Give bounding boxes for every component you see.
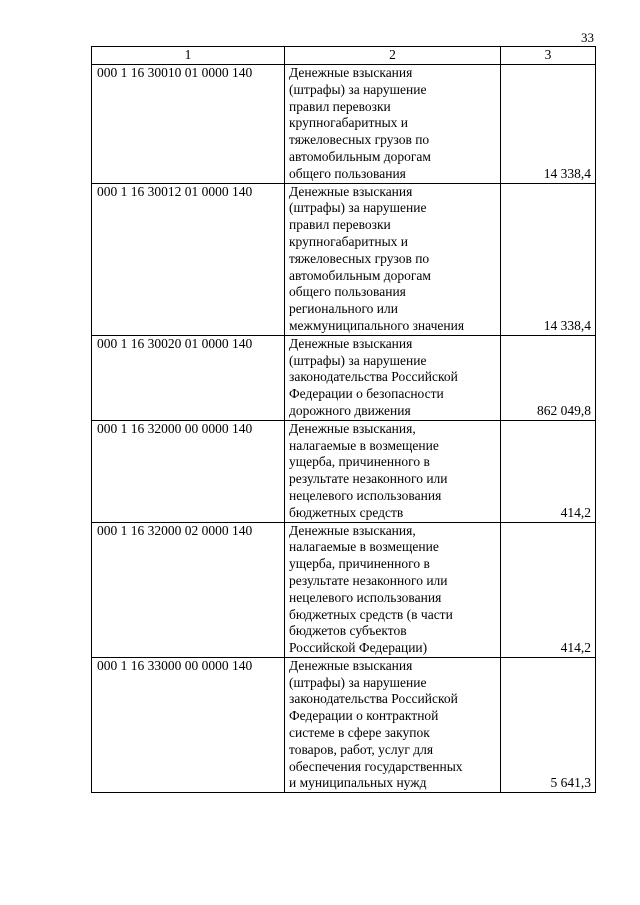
column-header-name: 2 — [285, 47, 501, 65]
description-line: законодательства Российской — [289, 691, 458, 707]
description-line: нецелевого использования — [289, 589, 442, 605]
description-line: Денежные взыскания — [289, 183, 413, 199]
description-line: дорожного движения — [289, 402, 411, 418]
budget-classification-code: 000 1 16 32000 02 0000 140 — [92, 522, 285, 657]
description-line: тяжеловесных грузов по — [289, 132, 430, 148]
table-row — [92, 657, 596, 792]
amount-value: 414,2 — [501, 522, 596, 657]
table-body — [92, 65, 596, 793]
description-line: системе в сфере закупок — [289, 725, 430, 741]
description-line: бюджетов субъектов — [289, 623, 407, 639]
description-line: Федерации о безопасности — [289, 386, 444, 402]
revenue-description — [285, 522, 501, 657]
description-line: ущерба, причиненного в — [289, 556, 430, 572]
description-line: Федерации о контрактной — [289, 708, 439, 724]
description-line: обеспечения государственных — [289, 758, 463, 774]
budget-classification-code: 000 1 16 33000 00 0000 140 — [92, 657, 285, 792]
budget-classification-code: 000 1 16 32000 00 0000 140 — [92, 420, 285, 522]
table-row — [92, 65, 596, 184]
description-line: (штрафы) за нарушение — [289, 200, 427, 216]
description-line: товаров, работ, услуг для — [289, 741, 434, 757]
description-line: Денежные взыскания — [289, 65, 413, 80]
revenue-description — [285, 183, 501, 335]
table-row — [92, 522, 596, 657]
description-line: нецелевого использования — [289, 487, 442, 503]
amount-value: 5 641,3 — [501, 657, 596, 792]
description-line: налагаемые в возмещение — [289, 539, 439, 555]
amount-value: 414,2 — [501, 420, 596, 522]
description-line: (штрафы) за нарушение — [289, 352, 427, 368]
revenue-description — [285, 65, 501, 184]
description-line: Денежные взыскания — [289, 657, 413, 673]
description-line: межмуниципального значения — [289, 317, 465, 333]
revenue-description — [285, 420, 501, 522]
revenue-description — [285, 335, 501, 420]
description-line: (штрафы) за нарушение — [289, 81, 427, 97]
description-line: общего пользования — [289, 284, 406, 300]
description-line: регионального или — [289, 301, 398, 317]
budget-classification-code: 000 1 16 30012 01 0000 140 — [92, 183, 285, 335]
description-line: крупногабаритных и — [289, 233, 408, 249]
budget-classification-code: 000 1 16 30010 01 0000 140 — [92, 65, 285, 184]
description-line: бюджетных средств — [289, 504, 404, 520]
description-line: законодательства Российской — [289, 369, 458, 385]
revenue-description — [285, 657, 501, 792]
amount-value: 14 338,4 — [501, 183, 596, 335]
description-line: автомобильным дорогам — [289, 267, 431, 283]
description-line: (штрафы) за нарушение — [289, 674, 427, 690]
description-line: результате незаконного или — [289, 471, 448, 487]
budget-revenue-table — [91, 46, 596, 793]
description-line: Денежные взыскания — [289, 335, 413, 351]
page-number: 33 — [581, 30, 594, 45]
table-row — [92, 183, 596, 335]
column-header-code: 1 — [92, 47, 285, 65]
description-line: правил перевозки — [289, 98, 391, 114]
table-row — [92, 335, 596, 420]
description-line: налагаемые в возмещение — [289, 437, 439, 453]
description-line: и муниципальных нужд — [289, 775, 427, 791]
description-line: Российской Федерации) — [289, 640, 428, 656]
description-line: крупногабаритных и — [289, 115, 408, 131]
amount-value: 14 338,4 — [501, 65, 596, 184]
amount-value: 862 049,8 — [501, 335, 596, 420]
description-line: тяжеловесных грузов по — [289, 250, 430, 266]
description-line: Денежные взыскания, — [289, 522, 416, 538]
description-line: ущерба, причиненного в — [289, 454, 430, 470]
description-line: Денежные взыскания, — [289, 420, 416, 436]
description-line: правил перевозки — [289, 217, 391, 233]
description-line: общего пользования — [289, 165, 406, 181]
table-row — [92, 420, 596, 522]
description-line: автомобильным дорогам — [289, 148, 431, 164]
table-header-row — [92, 47, 596, 65]
column-header-amount: 3 — [501, 47, 596, 65]
description-line: бюджетных средств (в части — [289, 606, 453, 622]
description-line: результате незаконного или — [289, 572, 448, 588]
budget-classification-code: 000 1 16 30020 01 0000 140 — [92, 335, 285, 420]
